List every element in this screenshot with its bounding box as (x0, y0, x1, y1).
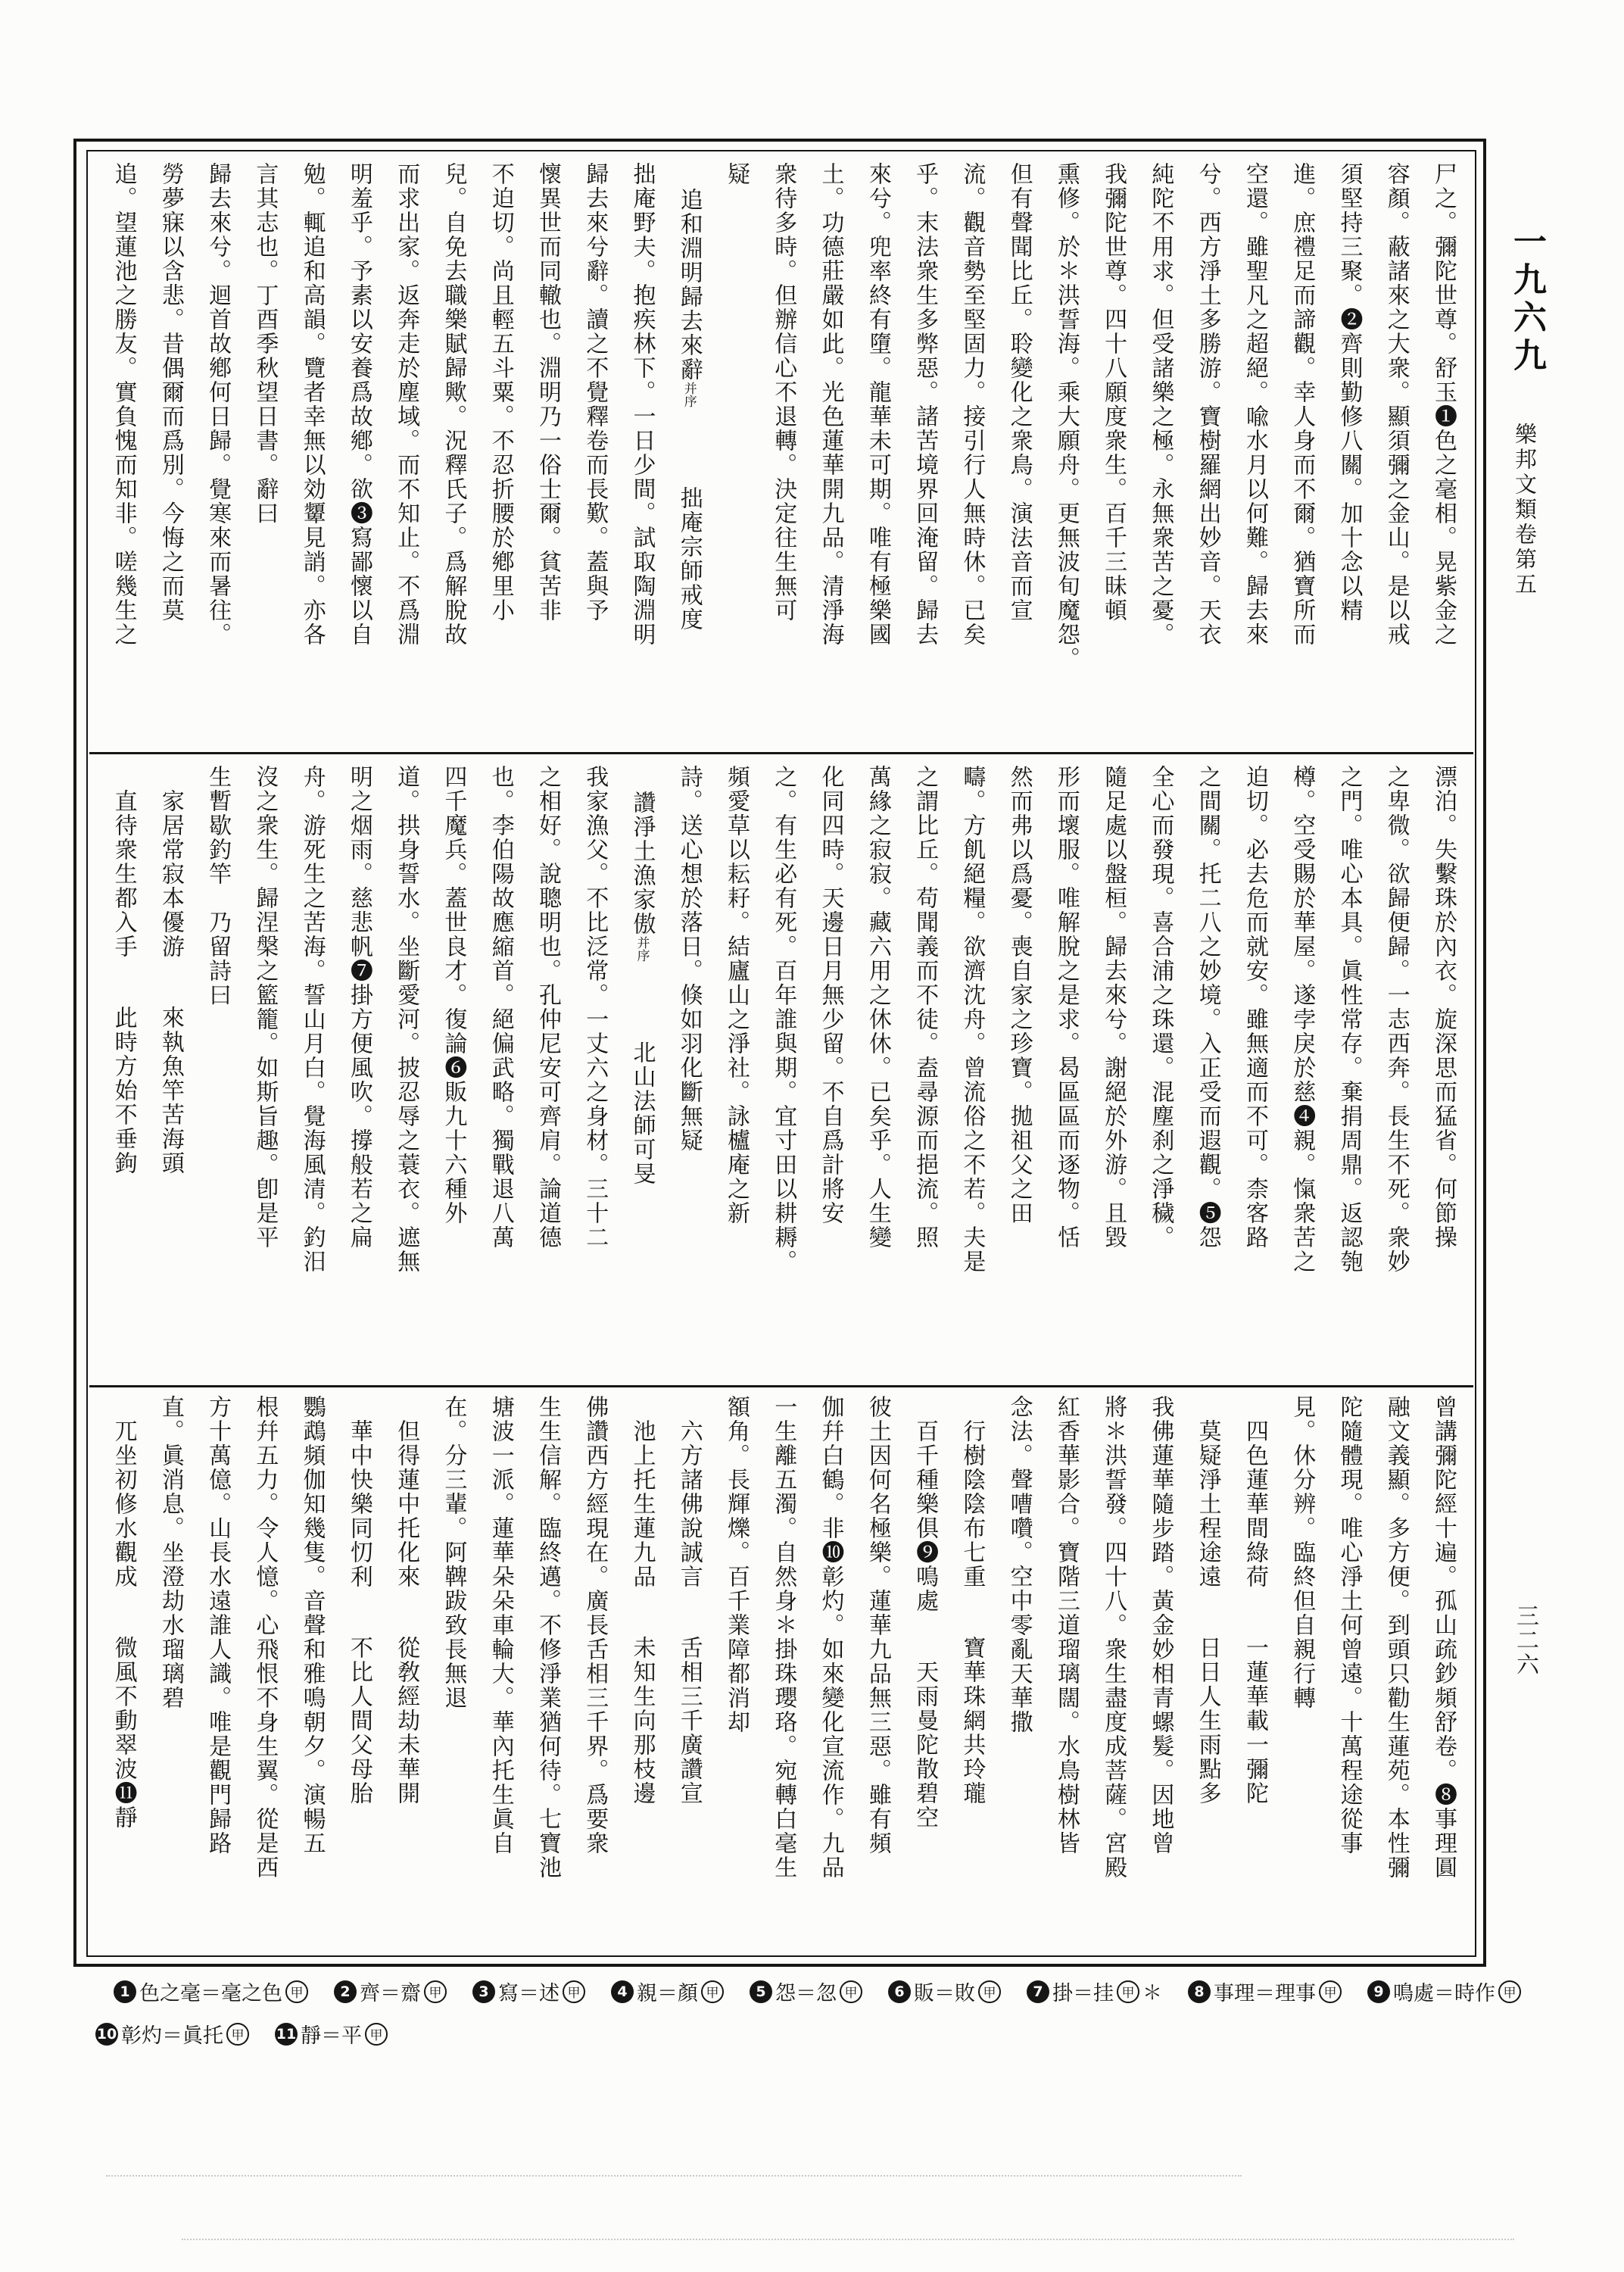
verse-line: 不比人間父母胎 (345, 1636, 372, 1805)
verse-column (335, 1395, 382, 1954)
footnote-number-badge: 9 (1367, 1980, 1390, 2003)
footnote-number-badge: 7 (1027, 1980, 1049, 2003)
verse-line: 此時方始不垂鉤 (110, 1006, 137, 1175)
footnote-number-badge: 8 (1188, 1980, 1211, 2003)
footnote-item (1027, 1977, 1162, 2006)
text-column: 之門。唯心本具。眞性常存。棄捐周鼎。返認匏 (1336, 765, 1363, 1274)
footnote-text: 親＝顏 (637, 1982, 698, 2005)
footnote-item (1188, 1977, 1342, 2006)
edition-mark: 甲 (424, 1980, 447, 2003)
text-section-top (99, 162, 1467, 747)
text-column: 之。有生必有死。百年誰與期。宜寸田以耕耨。 (770, 765, 797, 1274)
footnote-item (750, 1977, 862, 2006)
edition-mark: 甲 (1498, 1980, 1521, 2003)
text-column: 之謂比丘。苟聞義而不徒。盍尋源而挹流。照 (912, 765, 939, 1250)
text-column: 生暫歇釣竿 乃留詩曰 (204, 765, 232, 1007)
text-column: 化同四時。天邊日月無少留。不自爲計將安 (817, 765, 844, 1225)
footnote-star-mark: ＊ (1142, 1982, 1163, 2005)
text-column: 我彌陀世尊。四十八願度衆生。百千三昧頓 (1100, 162, 1127, 623)
section-divider (89, 1385, 1473, 1387)
scan-artifact-line (182, 2239, 1514, 2240)
text-column: 生生信解。臨終邁。不修淨業猶何待。七寶池 (534, 1395, 561, 1880)
text-column: 我佛蓮華隨步踏。黃金妙相青螺髮。因地曾 (1147, 1395, 1174, 1855)
title-subscript: 并序 (681, 382, 697, 407)
edition-mark: 甲 (365, 2023, 388, 2046)
text-column: 懷異世而同轍也。淵明乃一俗士爾。貧苦非 (534, 162, 561, 623)
text-column: 詩。送心想於落日。倏如羽化斷無疑 (675, 765, 703, 1153)
verse-line: 未知生向那枝邊 (628, 1636, 656, 1805)
footnote-text: 事理＝理事 (1214, 1982, 1317, 2005)
text-column: 直。眞消息。坐澄劫水瑠璃碧 (157, 1395, 184, 1710)
text-column: 迫切。必去危而就安。雖無適而不可。柰客路 (1241, 765, 1268, 1250)
verse-line: 家居常寂本優游 (157, 789, 184, 959)
text-column: 鸚鵡頻伽知幾隻。音聲和雅鳴朝夕。演暢五 (298, 1395, 326, 1855)
verse-line: 但得蓮中托化來 (393, 1419, 420, 1589)
verse-line: 一蓮華載一彌陀 (1241, 1636, 1268, 1805)
text-column: 容顏。蔽諸來之大衆。顯須彌之金山。是以戒 (1382, 162, 1410, 647)
text-column: 拙庵野夫。抱疾林下。一日少間。試取陶淵明 (628, 162, 656, 647)
verse-line: 四色蓮華間綠荷 (1241, 1419, 1268, 1589)
verse-line: 華中快樂同忉利 (345, 1419, 372, 1589)
verse-column (948, 1395, 995, 1954)
verse-line: 莫疑淨土程途遠 (1194, 1419, 1221, 1589)
text-column: 歸去來兮辭。讀之不覺釋卷而長歎。蓋與予 (581, 162, 609, 623)
verse-line: 行樹陰陰布七重 (959, 1419, 986, 1589)
edition-mark: 甲 (1117, 1980, 1139, 2003)
title-text: 追和淵明歸去來辭 (675, 188, 703, 382)
verse-line: 六方諸佛說誠言 (675, 1419, 703, 1589)
text-column: 之間關。托二八之妙境。入正受而遐觀。❺怨 (1194, 765, 1221, 1250)
verse-line: 天雨曼陀散碧空 (912, 1660, 939, 1830)
text-column: 一生離五濁。自然身＊掛珠瓔珞。宛轉白毫生 (770, 1395, 797, 1880)
text-column: 歸去來兮。迴首故鄕何日歸。覺寒來而暑往。 (204, 162, 232, 647)
text-column: 進。庶禮足而諦觀。幸人身而不爾。猶寶所而 (1289, 162, 1316, 647)
footnote-number-badge: 5 (750, 1980, 772, 2003)
footnote-text: 靜＝平 (301, 2024, 362, 2048)
text-column: 言其志也。丁酉季秋望日書。辭曰 (251, 162, 279, 526)
title-column (665, 162, 712, 747)
verse-column (1231, 1395, 1278, 1954)
text-column: 形而壞服。唯解脫之是求。曷區區而逐物。恬 (1052, 765, 1080, 1250)
edition-mark: 甲 (1319, 1980, 1342, 2003)
text-column: 追。望蓮池之勝友。實負愧而知非。嗟幾生之 (110, 162, 137, 647)
edition-mark: 甲 (840, 1980, 862, 2003)
footnote-number-badge: 4 (611, 1980, 634, 2003)
footnote-text: 鳴處＝時作 (1393, 1982, 1496, 2005)
title-column (618, 765, 665, 1380)
text-column: 融文義顯。多方便。到頭只勸生蓮苑。本性彌 (1382, 1395, 1410, 1880)
text-column: 來兮。兜率終有墮。龍華未可期。唯有極樂國 (864, 162, 891, 647)
footnote-item (1367, 1977, 1521, 2006)
text-column: 疑 (723, 162, 750, 186)
text-column: 而求出家。返奔走於塵域。而不知止。不爲淵 (393, 162, 420, 647)
text-column: 漂泊。失繫珠於內衣。旋深思而猛省。何節操 (1430, 765, 1457, 1250)
footnote-line-2 (95, 2019, 388, 2049)
edition-mark: 甲 (978, 1980, 1001, 2003)
text-column: 根幷五力。令人憶。心飛恨不身生翼。從是西 (251, 1395, 279, 1880)
text-column: 空還。雖聖凡之超絕。喩水月以何難。歸去來 (1241, 162, 1268, 647)
text-column: 土。功德莊嚴如此。光色蓮華開九品。清淨海 (817, 162, 844, 647)
verse-column (901, 1395, 948, 1954)
footnote-text: 掛＝挂 (1052, 1982, 1114, 2005)
verse-column (147, 765, 194, 1380)
edition-mark: 甲 (563, 1980, 585, 2003)
verse-column (99, 765, 146, 1380)
text-column: 須堅持三聚。❷齊則勤修八關。加十念以精 (1336, 162, 1363, 623)
text-column: 在。分三輩。阿鞞跋致長無退 (440, 1395, 467, 1710)
text-column: 疇。方飢絕糧。欲濟沈舟。曾流俗之不若。夫是 (959, 765, 986, 1274)
text-column: 不迫切。尚且輕五斗粟。不忍折腰於鄕里小 (487, 162, 514, 623)
text-column: 佛讚西方經現在。廣長舌相三千界。爲要衆 (581, 1395, 609, 1855)
text-column: 我家漁父。不比泛常。一丈六之身材。三十二 (581, 765, 609, 1250)
text-section-middle (99, 765, 1467, 1380)
text-column: 熏修。於＊洪誓海。乘大願舟。更無波旬魔怨。 (1052, 162, 1080, 671)
text-column: 曾講彌陀經十遍。孤山疏鈔頻舒卷。❽事理圓 (1430, 1395, 1457, 1880)
text-column: 流。觀音勢至堅固力。接引行人無時休。已矣 (959, 162, 986, 647)
edition-mark: 甲 (226, 2023, 249, 2046)
text-column: 勉。輒追和高韻。覽者幸無以効顰見誚。亦各 (298, 162, 326, 647)
footnote-number-badge: 2 (334, 1980, 357, 2003)
text-column: 道。拱身誓水。坐斷愛河。披忍辱之蓑衣。遮無 (393, 765, 420, 1274)
verse-column (382, 1395, 429, 1954)
verse-line: 百千種樂俱❾鳴處 (912, 1419, 939, 1613)
footnote-line-1 (114, 1977, 1521, 2006)
text-column: 樽。空受賜於華屋。遂孛戾於慈❹親。愾衆苦之 (1289, 765, 1316, 1274)
text-column: 純陀不用求。但受諸樂之極。永無衆苦之憂。 (1147, 162, 1174, 647)
author-name: 拙庵宗師戒度 (675, 486, 703, 632)
footnote-number-badge: 6 (888, 1980, 911, 2003)
verse-line: 日日人生雨點多 (1194, 1636, 1221, 1805)
title-text: 讚淨土漁家傲 (628, 791, 656, 936)
verse-column (1183, 1395, 1230, 1954)
footnote-item (472, 1977, 585, 2006)
verse-line: 從敎經劫未華開 (393, 1636, 420, 1805)
folio-number: 一九六九 (1507, 224, 1546, 376)
verse-line: 來執魚竿苦海頭 (157, 1006, 184, 1175)
text-column: 然而弗以爲憂。喪自家之珍寶。拋祖父之田 (1005, 765, 1033, 1225)
text-column: 伽幷白鶴。非❿彰灼。如來變化宣流作。九品 (817, 1395, 844, 1880)
text-column: 也。李伯陽故應縮首。絕偏武略。獨戰退八萬 (487, 765, 514, 1250)
text-column: 方十萬億。山長水遠誰人識。唯是觀門歸路 (204, 1395, 232, 1855)
text-column: 兒。自免去職樂賦歸歟。況釋氏子。爲解脫故 (440, 162, 467, 647)
text-column: 彼土因何名極樂。蓮華九品無三惡。雖有頻 (864, 1395, 891, 1855)
text-column: 塘波一派。蓮華朵朵車輪大。華內托生眞自 (487, 1395, 514, 1855)
text-column: 念法。聲嘈囋。空中零亂天華撒 (1005, 1395, 1033, 1734)
text-column: 之卑微。欲歸便歸。一志西奔。長生不死。衆妙 (1382, 765, 1410, 1274)
text-column: 全心而發現。喜合浦之珠還。混塵刹之淨穢。 (1147, 765, 1174, 1250)
text-column: 明羞乎。予素以安養爲故鄕。欲❸寫鄙懷以自 (345, 162, 372, 647)
edition-mark: 甲 (701, 1980, 724, 2003)
footnote-number-badge: 3 (472, 1980, 495, 2003)
verse-column (618, 1395, 665, 1954)
footnote-item (611, 1977, 724, 2006)
footnote-number-badge: 10 (95, 2023, 118, 2046)
footnote-item (275, 2019, 388, 2049)
verse-line: 微風不動翠波⓫靜 (110, 1636, 137, 1830)
footnote-item (334, 1977, 447, 2006)
section-divider (89, 752, 1473, 754)
verse-line: 舌相三千廣讚宣 (675, 1636, 703, 1805)
page-number: 三二六 (1512, 1604, 1538, 1677)
footnote-text: 彰灼＝眞托 (121, 2024, 223, 2048)
footnote-item (114, 1977, 308, 2006)
text-column: 紅香華影合。寶階三道瑠璃闊。水鳥樹林皆 (1052, 1395, 1080, 1855)
footnote-item (95, 2019, 249, 2049)
footnote-text: 販＝敗 (914, 1982, 975, 2005)
text-column: 沒之衆生。歸涅槃之籃籠。如斯旨趣。卽是平 (251, 765, 279, 1250)
text-column: 見。休分辨。臨終但自親行轉 (1289, 1395, 1316, 1710)
verse-line: 兀坐初修水觀成 (110, 1419, 137, 1589)
text-column: 衆待多時。但辦信心不退轉。決定往生無可 (770, 162, 797, 623)
footnote-number-badge: 11 (275, 2023, 298, 2046)
footnote-text: 齊＝齋 (360, 1982, 421, 2005)
verse-line: 池上托生蓮九品 (628, 1419, 656, 1589)
text-column: 四千魔兵。蓋世良才。復論❻販九十六種外 (440, 765, 467, 1225)
author-name: 北山法師可旻 (628, 1041, 656, 1186)
text-column: 之相好。說聰明也。孔仲尼安可齊肩。論道德 (534, 765, 561, 1250)
text-column: 明之烟雨。慈悲帆❼掛方便風吹。撐般若之扁 (345, 765, 372, 1250)
text-column: 尸之。彌陀世尊。舒玉❶色之毫相。晃紫金之 (1430, 162, 1457, 647)
text-column: 但有聲聞比丘。聆變化之衆鳥。演法音而宣 (1005, 162, 1033, 623)
text-column: 額角。長輝爍。百千業障都消却 (723, 1395, 750, 1734)
text-column: 舟。游死生之苦海。誓山月白。覺海風清。釣汨 (298, 765, 326, 1274)
footnote-text: 寫＝述 (498, 1982, 560, 2005)
text-column: 勞夢寐以含悲。昔偶爾而爲別。今悔之而莫 (157, 162, 184, 623)
verse-column (99, 1395, 146, 1954)
text-column: 將＊洪誓發。四十八。衆生盡度成菩薩。宮殿 (1100, 1395, 1127, 1880)
verse-line: 寶華珠網共玲瓏 (959, 1636, 986, 1805)
verse-column (665, 1395, 712, 1954)
title-subscript: 并序 (634, 936, 650, 962)
edition-mark: 甲 (285, 1980, 308, 2003)
verse-line: 直待衆生都入手 (110, 789, 137, 959)
text-column: 兮。西方淨土多勝游。寶樹羅網出妙音。天衣 (1194, 162, 1221, 647)
volume-title: 樂邦文類卷第五 (1512, 423, 1538, 598)
footnote-text: 怨＝忽 (775, 1982, 837, 2005)
text-column: 陀隨體現。唯心淨土何曾遠。十萬程途從事 (1336, 1395, 1363, 1855)
footnote-number-badge: 1 (114, 1980, 136, 2003)
scan-artifact-line (106, 2175, 1242, 2177)
text-section-bottom (99, 1395, 1467, 1954)
text-column: 隨足處以盤桓。歸去來兮。謝絕於外游。且毀 (1100, 765, 1127, 1250)
text-column: 乎。末法衆生多弊惡。諸苦境界回淹留。歸去 (912, 162, 939, 647)
footnote-item (888, 1977, 1001, 2006)
text-column: 頻愛草以耘耔。結廬山之淨社。詠櫨庵之新 (723, 765, 750, 1225)
footnote-text: 色之毫＝毫之色 (139, 1982, 282, 2005)
text-column: 萬緣之寂寂。藏六用之休休。已矣乎。人生變 (864, 765, 891, 1250)
